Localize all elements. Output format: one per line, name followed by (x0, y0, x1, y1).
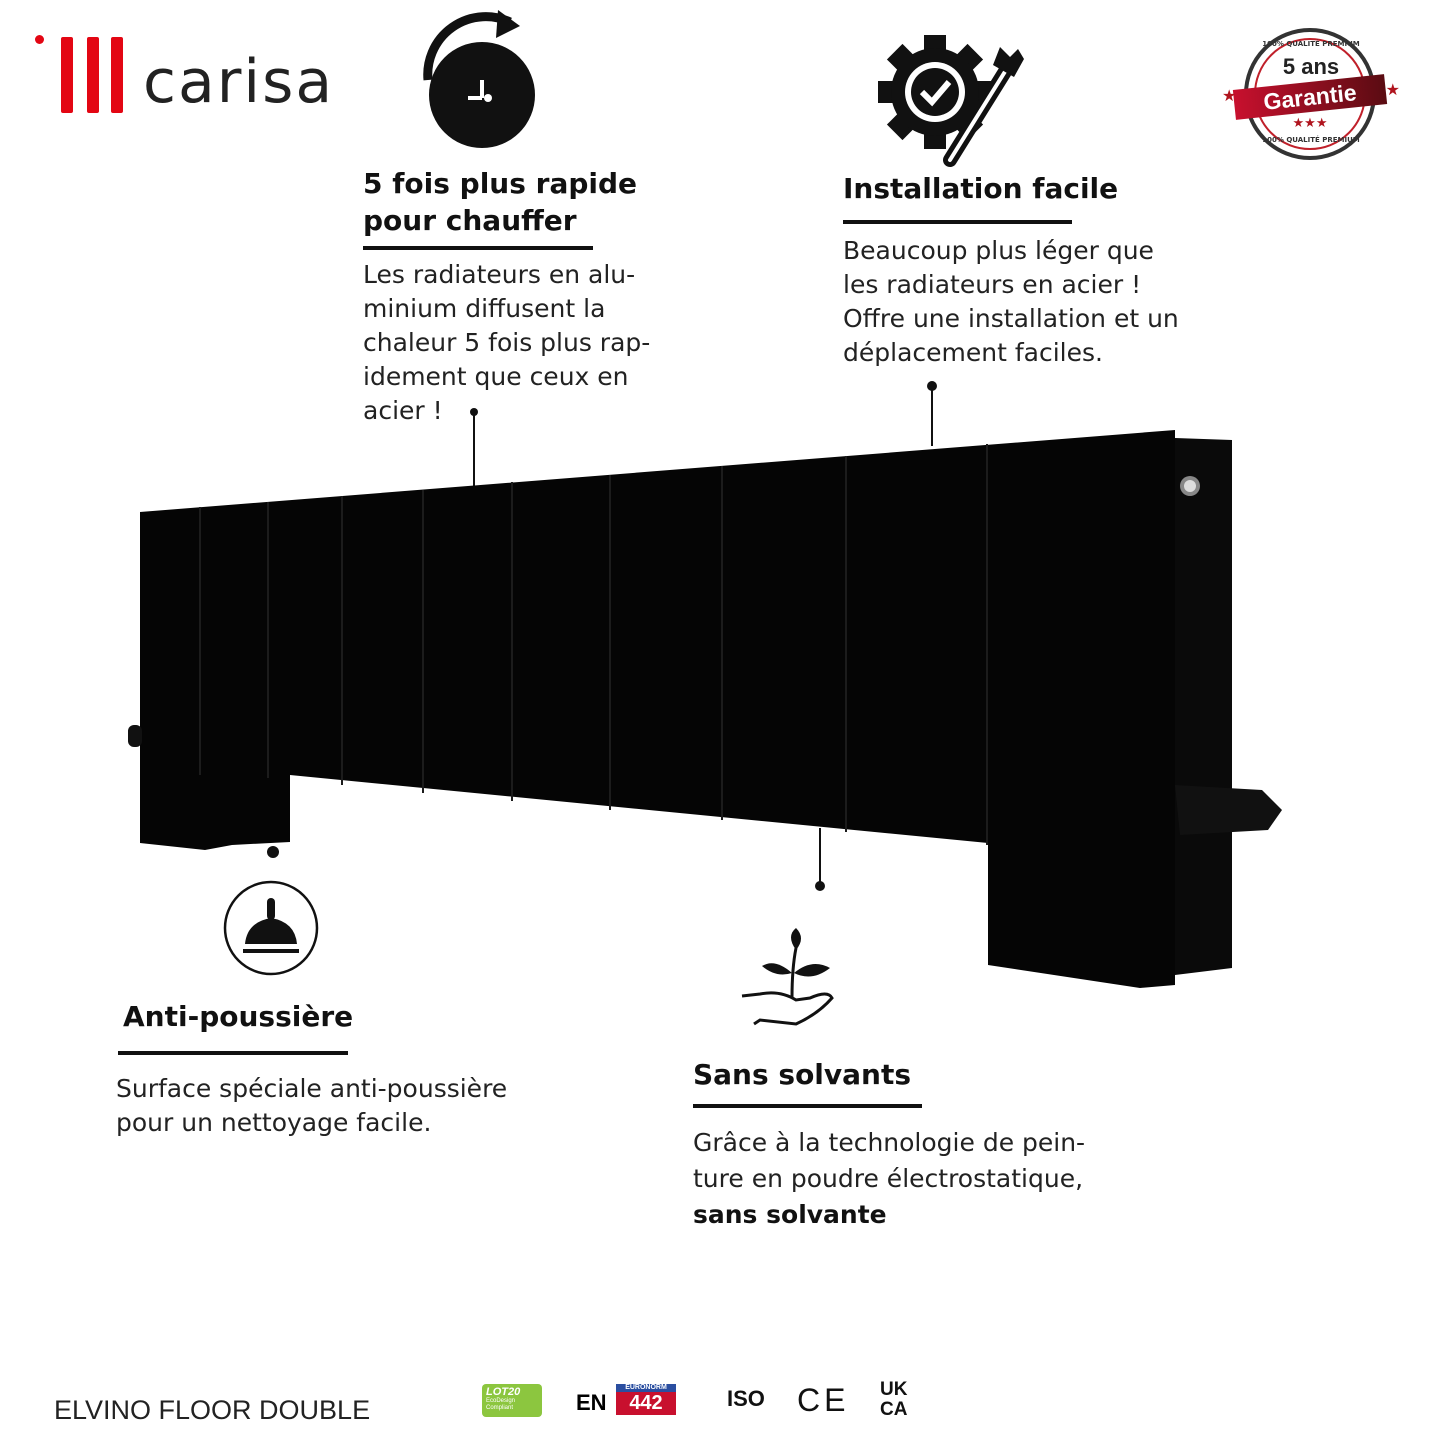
body-line: chaleur 5 fois plus rap- (363, 328, 651, 357)
body-line: Surface spéciale anti-poussière (116, 1074, 508, 1103)
en-number: 442 (616, 1392, 676, 1415)
euronorm-text: EURONORM (616, 1384, 676, 1392)
badge-top-text: 100% QUALITÉ PREMIUM (1262, 40, 1360, 48)
lot20-text: LOT20 (486, 1386, 521, 1398)
ce-logo: CE (797, 1382, 850, 1418)
star-icon: ★ (1222, 86, 1237, 105)
brand-name: carisa (143, 47, 335, 117)
badge-bottom-text: 100% QUALITÉ PREMIUM (1262, 136, 1360, 144)
dust-icon (223, 880, 319, 976)
feature-title-installation: Installation facile (843, 172, 1119, 205)
body-line: Beaucoup plus léger que (843, 236, 1154, 265)
body-line: Les radiateurs en alu- (363, 260, 636, 289)
body-line: Offre une installation et un (843, 304, 1179, 333)
lot20-sub: EcoDesign (486, 1398, 516, 1404)
title-line: 5 fois plus rapide (363, 167, 638, 200)
body-line: acier ! (363, 396, 443, 425)
en-text: EN (576, 1390, 607, 1415)
body-line: minium diffusent la (363, 294, 606, 323)
star-icon: ★ (1385, 80, 1400, 99)
badge-label: Garantie (1262, 79, 1358, 115)
body-line: les radiateurs en acier ! (843, 270, 1142, 299)
ukca-line: CA (880, 1399, 908, 1420)
title-underline (693, 1104, 922, 1108)
ukca-line: UK (880, 1379, 908, 1400)
body-line: ture en poudre électrostatique, (693, 1164, 1084, 1193)
lot20-sub: Compliant (486, 1405, 514, 1411)
lot20-logo (482, 1384, 542, 1417)
stars-icon: ★★★ (1292, 116, 1328, 131)
badge-years: 5 ans (1282, 54, 1340, 79)
body-line: pour un nettoyage facile. (116, 1108, 432, 1137)
title-line: pour chauffer (363, 204, 577, 237)
feature-body-dust (116, 1072, 507, 1140)
body-line: déplacement faciles. (843, 338, 1103, 367)
iso-logo: ISO (727, 1386, 765, 1411)
feature-title-solvents: Sans solvants (693, 1058, 912, 1091)
feature-title-dust: Anti-poussière (123, 1000, 354, 1033)
body-line-bold: sans solvante (693, 1200, 887, 1229)
feature-body-solvents (693, 1125, 1085, 1233)
ukca-logo (880, 1380, 907, 1420)
title-underline (118, 1051, 348, 1055)
body-line: Grâce à la technologie de pein- (693, 1128, 1086, 1157)
plant-hand-icon (740, 928, 835, 1028)
product-name: ELVINO FLOOR DOUBLE (54, 1395, 371, 1425)
en442-logo (576, 1384, 676, 1416)
body-line: idement que ceux en (363, 362, 629, 391)
